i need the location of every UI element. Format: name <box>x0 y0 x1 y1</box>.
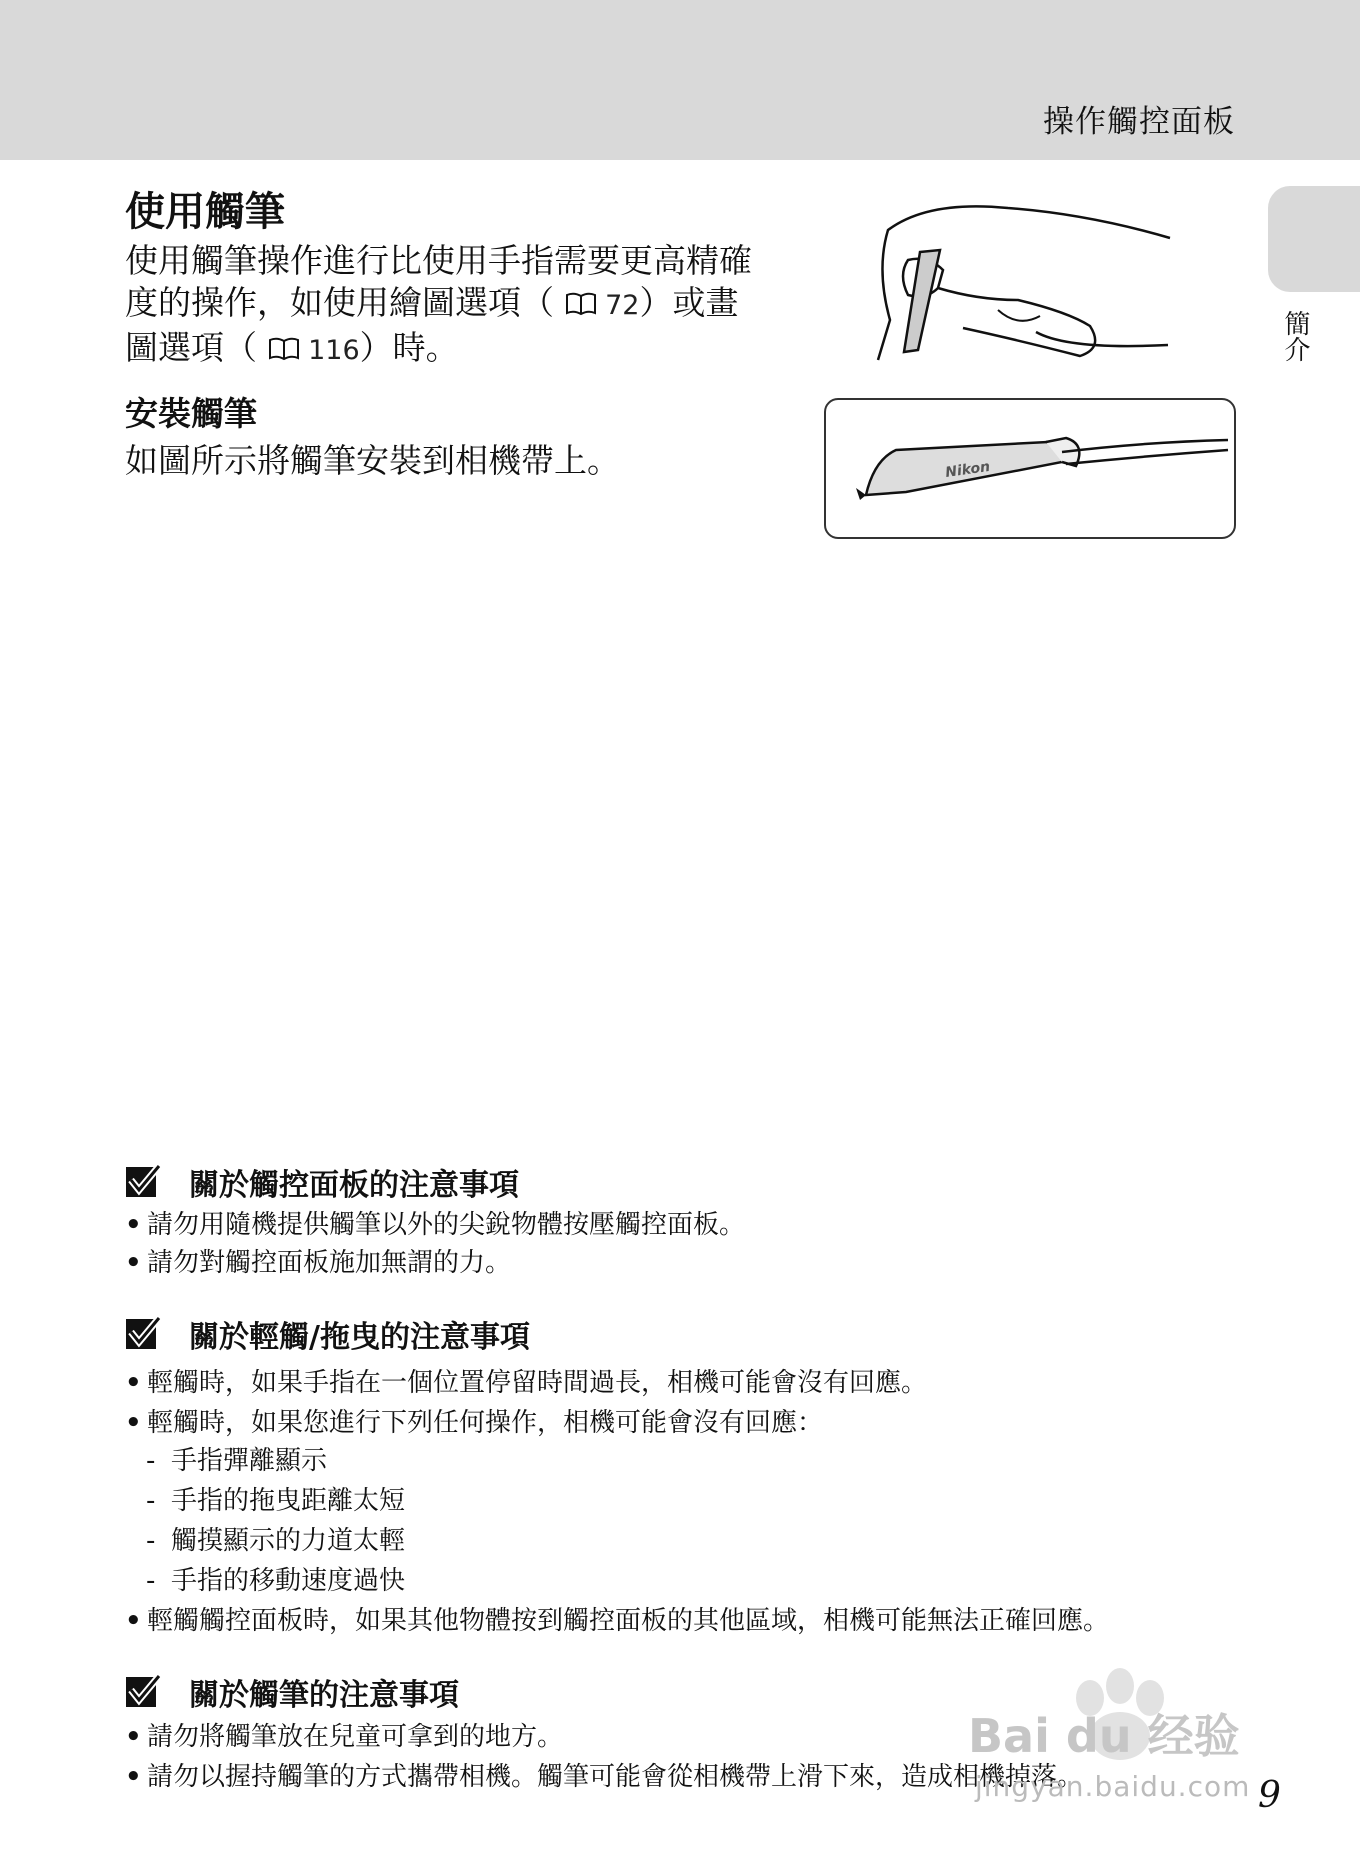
section-title-use-stylus: 使用觸筆 <box>125 189 285 235</box>
sub-list-item: - 手指的拖曳距離太短 <box>146 1486 406 1516</box>
sub-list-item: - 觸摸顯示的力道太輕 <box>146 1526 406 1556</box>
section-title-attach-stylus: 安裝觸筆 <box>125 394 257 433</box>
list-item: • 請勿將觸筆放在兒童可拿到的地方。 <box>125 1722 564 1752</box>
caution-check-icon <box>125 1316 163 1352</box>
stylus-brand-label: Nikon <box>944 458 992 481</box>
page-number: 9 <box>1258 1775 1281 1816</box>
list-item: • 輕觸觸控面板時，如果其他物體按到觸控面板的其他區域，相機可能無法正確回應。 <box>125 1606 1110 1636</box>
list-item: • 請勿用隨機提供觸筆以外的尖銳物體按壓觸控面板。 <box>125 1210 746 1240</box>
note-heading: 關於觸筆的注意事項 <box>125 1670 459 1714</box>
stylus-on-strap-illustration-frame <box>824 398 1236 539</box>
book-icon <box>268 337 300 361</box>
paragraph-line: 度的操作，如使用繪圖選項（ 72）或畫 <box>125 283 739 322</box>
section-paragraph <box>125 240 790 372</box>
watermark-url: jingyan.baidu.com <box>975 1770 1251 1803</box>
paragraph-line: 圖選項（ 116）時。 <box>125 328 459 367</box>
hand-holding-stylus-illustration <box>868 200 1204 365</box>
sub-list-item: - 手指的移動速度過快 <box>146 1566 406 1596</box>
paragraph-line: 使用觸筆操作進行比使用手指需要更高精確 <box>125 241 752 280</box>
section-paragraph-attach: 如圖所示將觸筆安裝到相機帶上。 <box>125 441 620 480</box>
side-tab-label: 簡介 <box>1280 310 1310 362</box>
note-heading: 關於觸控面板的注意事項 <box>125 1160 519 1204</box>
side-tab <box>1268 186 1360 292</box>
sub-list-item: - 手指彈離顯示 <box>146 1446 328 1476</box>
page-ref-link[interactable]: 72 <box>565 290 640 321</box>
page-header-title: 操作觸控面板 <box>1043 104 1235 140</box>
note-heading: 關於輕觸/拖曳的注意事項 <box>125 1312 530 1356</box>
list-item: • 輕觸時，如果您進行下列任何操作，相機可能會沒有回應： <box>125 1408 824 1438</box>
list-item: • 請勿以握持觸筆的方式攜帶相機。觸筆可能會從相機帶上滑下來，造成相機掉落。 <box>125 1762 1084 1792</box>
page-ref-link[interactable]: 116 <box>268 335 360 366</box>
watermark-brand: Bai du 经验 <box>968 1709 1240 1763</box>
stylus-on-strap-illustration <box>826 400 1236 539</box>
list-item: • 輕觸時，如果手指在一個位置停留時間過長，相機可能會沒有回應。 <box>125 1368 928 1398</box>
list-item: • 請勿對觸控面板施加無謂的力。 <box>125 1248 512 1278</box>
book-icon <box>565 292 597 316</box>
caution-check-icon <box>125 1164 163 1200</box>
caution-check-icon <box>125 1674 163 1710</box>
